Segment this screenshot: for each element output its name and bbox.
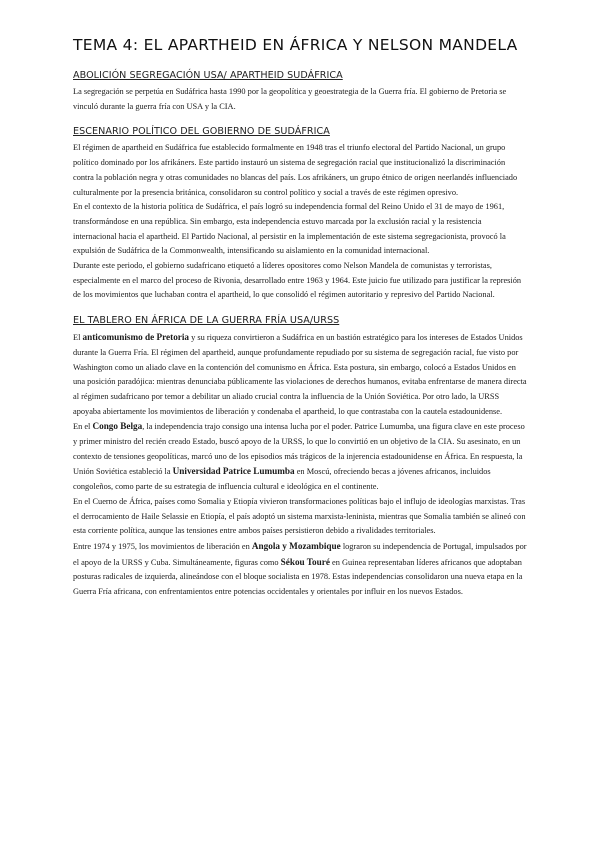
text-run: en Moscú, ofreciendo becas a jóvenes africanos, incluidos congoleños, como parte de su estrategia de influencia cultural e ideológica en el continente. — [73, 467, 491, 492]
section-heading: ESCENARIO POLÍTICO DEL GOBIERNO DE SUDÁFRICA — [73, 126, 330, 138]
section-escenario-politico — [73, 126, 527, 303]
text-run: Entre 1974 y 1975, los movimientos de liberación en — [73, 541, 252, 551]
paragraph: En el contexto de la historia política de Sudáfrica, el país logró su independencia formal del Reino Unido el 31 de mayo de 1961, transformándose en una república. Sin embargo, esta independencia estuvo marcada por la exclusión racial y la resistencia internacional hacia el apartheid. El Partido Nacional, al persistir en la implementación de este sistema segregacionista, provocó la expulsión de Sudáfrica de la Commonwealth, intensificando su aislamiento en la comunidad internacional. — [73, 202, 506, 256]
paragraph: Durante este periodo, el gobierno sudafricano etiquetó a líderes opositores como Nelson Mandela de comunistas y terroristas, especialmente en el marco del proceso de Rivonia, desarrollado entre 1963 y 1964. Este juicio fue utilizado para justificar la represión de los movimientos que luchaban contra el apartheid, lo que consolidó el régimen autoritario y represivo del Partido Nacional. — [73, 261, 522, 300]
paragraph — [73, 330, 527, 419]
paragraph: En el Cuerno de África, países como Somalia y Etiopía vivieron transformaciones políticas bajo el influjo de ideologías marxistas. Tras el derrocamiento de Haile Selassie en Etiopía, el país adoptó un sistema marxista-leninista, mientras que Somalia también se alineó con esta corriente política, aunque las tensiones entre ambos países persistieron debido a rivalidades territoriales. — [73, 496, 526, 536]
section-heading: EL TABLERO EN ÁFRICA DE LA GUERRA FRÍA USA/URSS — [73, 315, 340, 327]
paragraph — [73, 539, 527, 600]
bold-term: Congo Belga — [92, 421, 143, 432]
paragraph: El régimen de apartheid en Sudáfrica fue establecido formalmente en 1948 tras el triunfo electoral del Partido Nacional, un grupo político dominado por los afrikáners. Este partido instauró un sistema de segregación racial que institucionalizó la discriminación contra la población negra y otras comunidades no blancas del país. Los afrikáners, un grupo étnico de origen neerlandés influenciado culturalmente por la presencia británica, consolidaron su control político y social a través de este régimen opresivo. — [73, 143, 518, 197]
bold-term: Angola y Mozambique — [251, 540, 341, 551]
text-run: El — [73, 333, 83, 343]
text-run: en Guinea representaban líderes africanos que adoptaban posturas radicales de izquierda, alineándose con el bloque socialista en 1978. Estas independencias consolidaron una nueva etapa en la Guerra Fría africana, con enfrentamientos entre potencias occidentales y orientales por influir en los nuevos Estados. — [73, 557, 523, 597]
section-heading: ABOLICIÓN SEGREGACIÓN USA/ APARTHEID SUDÁFRICA — [73, 70, 343, 81]
paragraph — [73, 419, 527, 495]
document-page — [73, 36, 527, 611]
section-tablero-guerra-fria — [73, 315, 527, 600]
page-title: TEMA 4: EL APARTHEID EN ÁFRICA Y NELSON MANDELA — [73, 36, 518, 54]
text-run: y su riqueza convirtieron a Sudáfrica en un bastión estratégico para los intereses de Estados Unidos durante la Guerra Fría. El régimen del apartheid, aunque profundamente repudiado por su sistema de segregación racial, fue visto por Washington como un aliado clave en la contención del comunismo en África. Esta postura, sin embargo, colocó a Estados Unidos en una posición paradójica: mientras denunciaba públicamente las violaciones de derechos humanos, evitaba enfrentarse de manera directa al régimen sudafricano por temor a debilitar un aliado crucial contra la influencia de la Unión Soviética. Por otro lado, la URSS apoyaba abiertamente los movimientos de liberación y condenaba el apartheid, lo que contrastaba con la cautela estadounidense. — [73, 333, 527, 416]
paragraph: La segregación se perpetúa en Sudáfrica hasta 1990 por la geopolítica y geoestrategia de la Guerra fría. El gobierno de Pretoria se vinculó durante la guerra fría con USA y la CIA. — [73, 87, 507, 111]
text-run: En el — [73, 422, 93, 432]
bold-term: anticomunismo de Pretoria — [82, 332, 190, 343]
section-abolicion — [73, 70, 527, 114]
text-run: lograron su independencia de Portugal, impulsados por el apoyo de la URSS y Cuba. Simultáneamente, figuras como — [73, 541, 527, 567]
bold-term: Sékou Touré — [280, 556, 330, 567]
text-run: , la independencia trajo consigo una intensa lucha por el poder. Patrice Lumumba, una figura clave en este proceso y primer ministro del recién creado Estado, buscó apoyo de la URSS, lo que lo convirtió en un objetivo de la CIA. Su asesinato, en un contexto de tensiones geopolíticas, marcó uno de los episodios más trágicos de la injerencia estadounidense en África. En respuesta, la Unión Soviética estableció la — [73, 422, 525, 477]
bold-term: Universidad Patrice Lumumba — [172, 466, 295, 477]
